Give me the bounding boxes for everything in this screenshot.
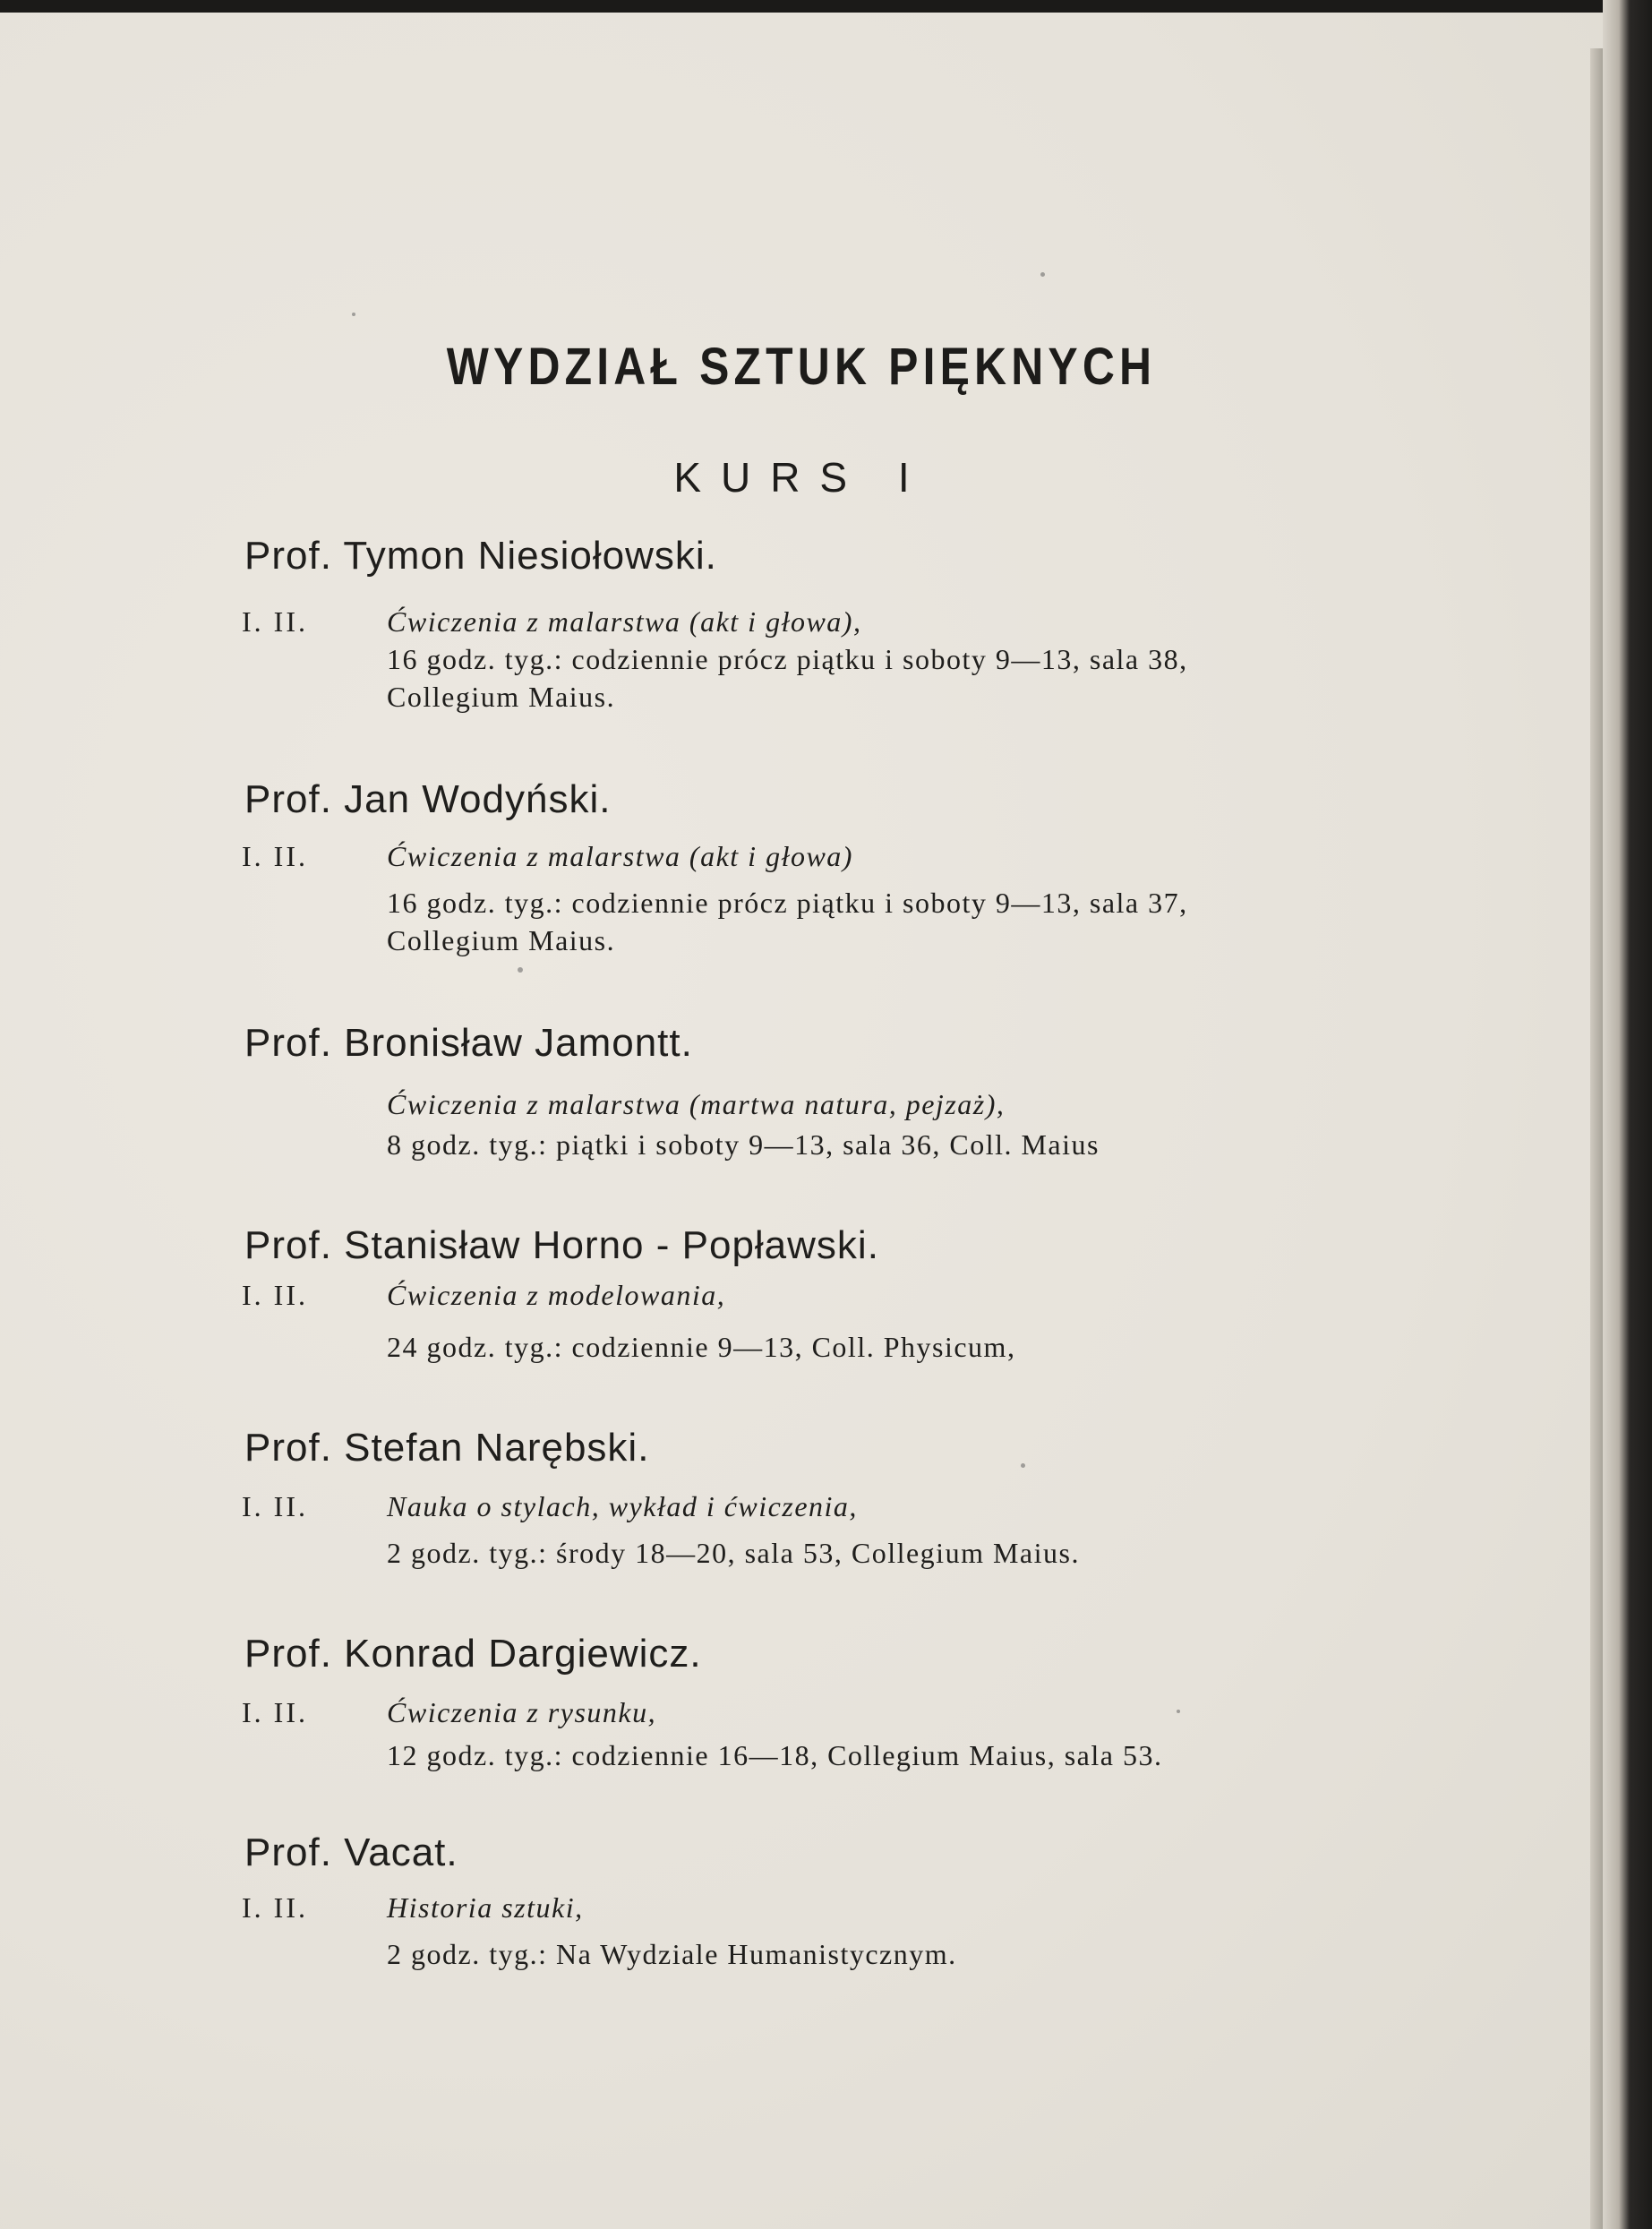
subject-title: Ćwiczenia z rysunku,	[387, 1696, 657, 1728]
page-edge	[1590, 48, 1603, 2229]
subject-title: Historia sztuki,	[387, 1891, 584, 1924]
course-years: I. II.	[242, 1696, 308, 1728]
schedule-line: 12 godz. tyg.: codziennie 16—18, Collegium Maius, sala 53.	[387, 1739, 1163, 1771]
paper-speck	[352, 313, 355, 316]
paper-speck	[1040, 272, 1045, 277]
paper-speck	[518, 967, 523, 973]
subject-title: Nauka o stylach, wykład i ćwiczenia,	[387, 1490, 858, 1522]
course-years: I. II.	[242, 1490, 308, 1522]
schedule-line: 16 godz. tyg.: codziennie prócz piątku i soboty 9—13, sala 37,	[387, 887, 1188, 919]
faculty-title: WYDZIAŁ SZTUK PIĘKNYCH	[446, 338, 1157, 396]
book-spine-edge	[1603, 0, 1652, 2229]
course-title: KURS I	[673, 454, 929, 501]
schedule-line: 24 godz. tyg.: codziennie 9—13, Coll. Physicum,	[387, 1331, 1016, 1363]
schedule-line: 8 godz. tyg.: piątki i soboty 9—13, sala 36, Coll. Maius	[387, 1128, 1100, 1161]
subject-title: Ćwiczenia z malarstwa (akt i głowa),	[387, 605, 862, 638]
professor-name: Prof. Bronisław Jamontt.	[244, 1021, 693, 1065]
professor-name: Prof. Stanisław Horno - Popławski.	[244, 1223, 879, 1267]
document-page	[0, 13, 1603, 2229]
paper-speck	[1021, 1463, 1025, 1468]
professor-name: Prof. Stefan Narębski.	[244, 1426, 650, 1470]
schedule-line: 16 godz. tyg.: codziennie prócz piątku i soboty 9—13, sala 38,	[387, 643, 1188, 675]
professor-name: Prof. Konrad Dargiewicz.	[244, 1632, 702, 1676]
paper-speck	[1177, 1710, 1180, 1713]
course-years: I. II.	[242, 840, 308, 872]
course-years: I. II.	[242, 605, 308, 638]
professor-name: Prof. Tymon Niesiołowski.	[244, 534, 717, 578]
course-years: I. II.	[242, 1891, 308, 1924]
schedule-line: 2 godz. tyg.: Na Wydziale Humanistycznym.	[387, 1938, 957, 1970]
course-years: I. II.	[242, 1279, 308, 1311]
professor-name: Prof. Vacat.	[244, 1830, 458, 1874]
schedule-line: Collegium Maius.	[387, 681, 616, 713]
professor-name: Prof. Jan Wodyński.	[244, 777, 612, 821]
subject-title: Ćwiczenia z malarstwa (akt i głowa)	[387, 840, 853, 872]
schedule-line: Collegium Maius.	[387, 924, 616, 956]
schedule-line: 2 godz. tyg.: środy 18—20, sala 53, Collegium Maius.	[387, 1537, 1080, 1569]
subject-title: Ćwiczenia z modelowania,	[387, 1279, 726, 1311]
subject-title: Ćwiczenia z malarstwa (martwa natura, pejzaż),	[387, 1088, 1006, 1120]
